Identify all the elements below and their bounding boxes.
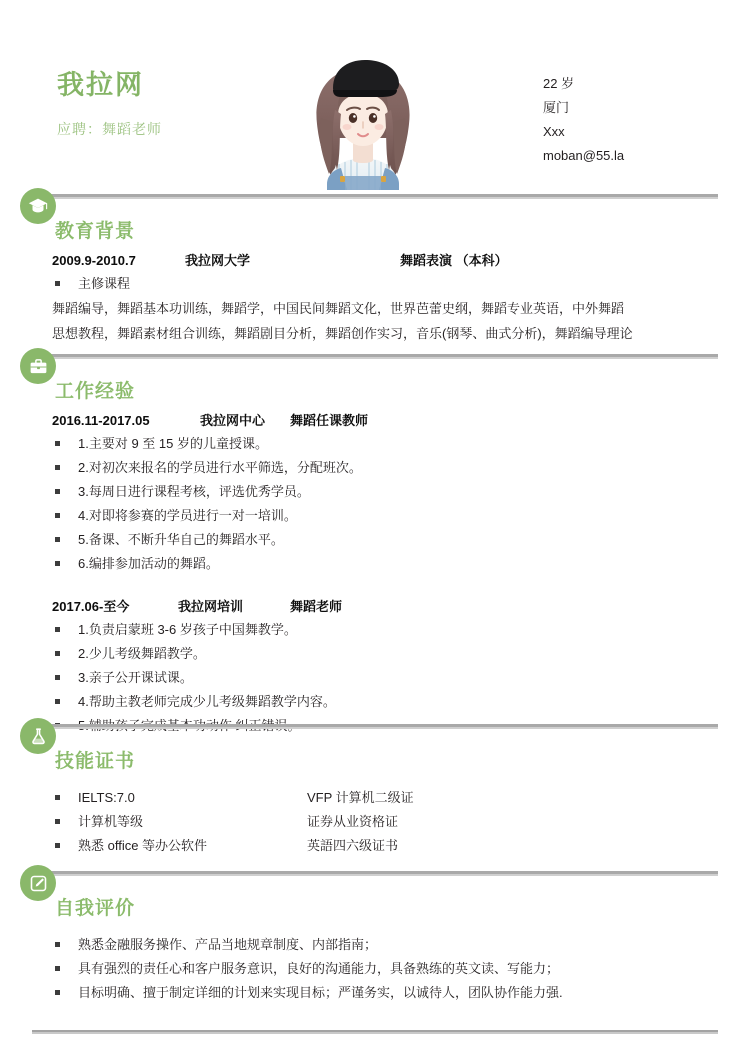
education-major: 舞蹈表演 （本科）	[400, 253, 508, 268]
education-subheading: 主修课程	[78, 276, 131, 291]
skills-body	[0, 786, 750, 858]
job-duty: 2.对初次来报名的学员进行水平筛选，分配班次。	[78, 460, 362, 475]
bullet-square-icon	[55, 699, 60, 704]
job-duty: 2.少儿考级舞蹈教学。	[78, 646, 206, 661]
list-item	[0, 981, 750, 1005]
table-row	[0, 834, 750, 858]
list-item	[0, 432, 750, 456]
bullet-square-icon	[55, 561, 60, 566]
list-item	[0, 690, 750, 714]
contact-city: 厦门	[543, 100, 570, 115]
job-duty: 6.编排参加活动的舞蹈。	[78, 556, 219, 571]
education-body	[0, 250, 750, 346]
job-org: 我拉网中心	[200, 413, 266, 428]
education-entry-header	[0, 250, 750, 272]
applied-position: 应聘：舞蹈老师	[57, 121, 162, 137]
job-duty: 4.对即将参赛的学员进行一对一培训。	[78, 508, 297, 523]
self-evaluation-item: 目标明确、擅于制定详细的计划来实现目标；严谨务实，以诚待人，团队协作能力强.	[78, 985, 563, 1000]
contact-email: moban@55.la	[543, 148, 625, 163]
avatar	[283, 52, 443, 190]
education-date: 2009.9-2010.7	[52, 253, 136, 268]
section-divider-bar	[46, 354, 718, 359]
section-divider-bar	[46, 724, 718, 729]
bullet-square-icon	[55, 281, 60, 286]
job-header	[0, 596, 750, 618]
table-row	[0, 786, 750, 810]
list-item	[0, 504, 750, 528]
bullet-square-icon	[55, 966, 60, 971]
list-item	[0, 618, 750, 642]
skill-name: 熟悉 office 等办公软件	[78, 838, 208, 853]
list-item	[0, 957, 750, 981]
section-title-education: 教育背景	[55, 221, 136, 242]
bullet-square-icon	[55, 843, 60, 848]
bullet-square-icon	[55, 675, 60, 680]
flask-icon	[20, 718, 56, 754]
list-item	[0, 528, 750, 552]
page-title: 我拉网	[57, 70, 144, 100]
job-duty: 5.备课、不断升华自己的舞蹈水平。	[78, 532, 284, 547]
briefcase-icon	[20, 348, 56, 384]
bullet-square-icon	[55, 819, 60, 824]
bullet-square-icon	[55, 795, 60, 800]
education-school: 我拉网大学	[185, 253, 251, 268]
resume-header	[0, 0, 750, 190]
contact-block	[543, 72, 733, 168]
bullet-square-icon	[55, 627, 60, 632]
job-role: 舞蹈老师	[290, 599, 343, 614]
self-evaluation-item: 熟悉金融服务操作、产品当地规章制度、内部指南；	[78, 937, 378, 952]
contact-name: Xxx	[543, 124, 565, 139]
bullet-square-icon	[55, 513, 60, 518]
list-item	[0, 933, 750, 957]
certificate-name: 英語四六级证书	[307, 838, 399, 853]
skill-name: 计算机等级	[78, 814, 144, 829]
list-item	[0, 666, 750, 690]
job-duty: 1.负责启蒙班 3-6 岁孩子中国舞教学。	[78, 622, 297, 637]
education-subheading-row	[0, 272, 750, 296]
job-date: 2016.11-2017.05	[52, 413, 150, 428]
job-role: 舞蹈任课教师	[290, 413, 369, 428]
bullet-square-icon	[55, 465, 60, 470]
footer-divider	[32, 1030, 718, 1034]
job-duty: 1.主要对 9 至 15 岁的儿童授课。	[78, 436, 268, 451]
bullet-square-icon	[55, 942, 60, 947]
section-title-work: 工作经验	[55, 381, 136, 402]
bullet-square-icon	[55, 537, 60, 542]
job-date: 2017.06-至今	[52, 599, 130, 614]
list-item	[0, 552, 750, 576]
graduation-cap-icon	[20, 188, 56, 224]
section-title-self-evaluation: 自我评价	[55, 898, 136, 919]
table-row	[0, 810, 750, 834]
certificate-name: 证券从业资格证	[307, 814, 399, 829]
work-body	[0, 410, 750, 738]
skill-name: IELTS:7.0	[78, 790, 135, 805]
list-item	[0, 480, 750, 504]
education-courses-line-2: 思想教程，舞蹈素材组合训练，舞蹈剧目分析，舞蹈创作实习，音乐(钢琴、曲式分析)，舞蹈编导理论	[52, 326, 633, 341]
bullet-square-icon	[55, 489, 60, 494]
job-duty: 4.帮助主教老师完成少儿考级舞蹈教学内容。	[78, 694, 336, 709]
job-duty: 3.每周日进行课程考核，评选优秀学员。	[78, 484, 310, 499]
section-divider-bar	[46, 194, 718, 199]
section-title-skills: 技能证书	[55, 751, 136, 772]
job-org: 我拉网培训	[178, 599, 244, 614]
job-header	[0, 410, 750, 432]
list-item	[0, 456, 750, 480]
self-evaluation-item: 具有强烈的责任心和客户服务意识，良好的沟通能力，具备熟练的英文读、写能力；	[78, 961, 560, 976]
section-divider-bar	[46, 871, 718, 876]
contact-age: 22 岁	[543, 76, 575, 91]
list-item	[0, 642, 750, 666]
certificate-name: VFP 计算机二级证	[307, 790, 414, 805]
bullet-square-icon	[55, 990, 60, 995]
job-duty: 3.亲子公开课试课。	[78, 670, 193, 685]
bullet-square-icon	[55, 441, 60, 446]
bullet-square-icon	[55, 651, 60, 656]
self-evaluation-body	[0, 933, 750, 1005]
education-courses-line-1: 舞蹈编导，舞蹈基本功训练，舞蹈学，中国民间舞蹈文化，世界芭蕾史纲，舞蹈专业英语，中外舞蹈	[52, 301, 625, 316]
pencil-edit-icon	[20, 865, 56, 901]
